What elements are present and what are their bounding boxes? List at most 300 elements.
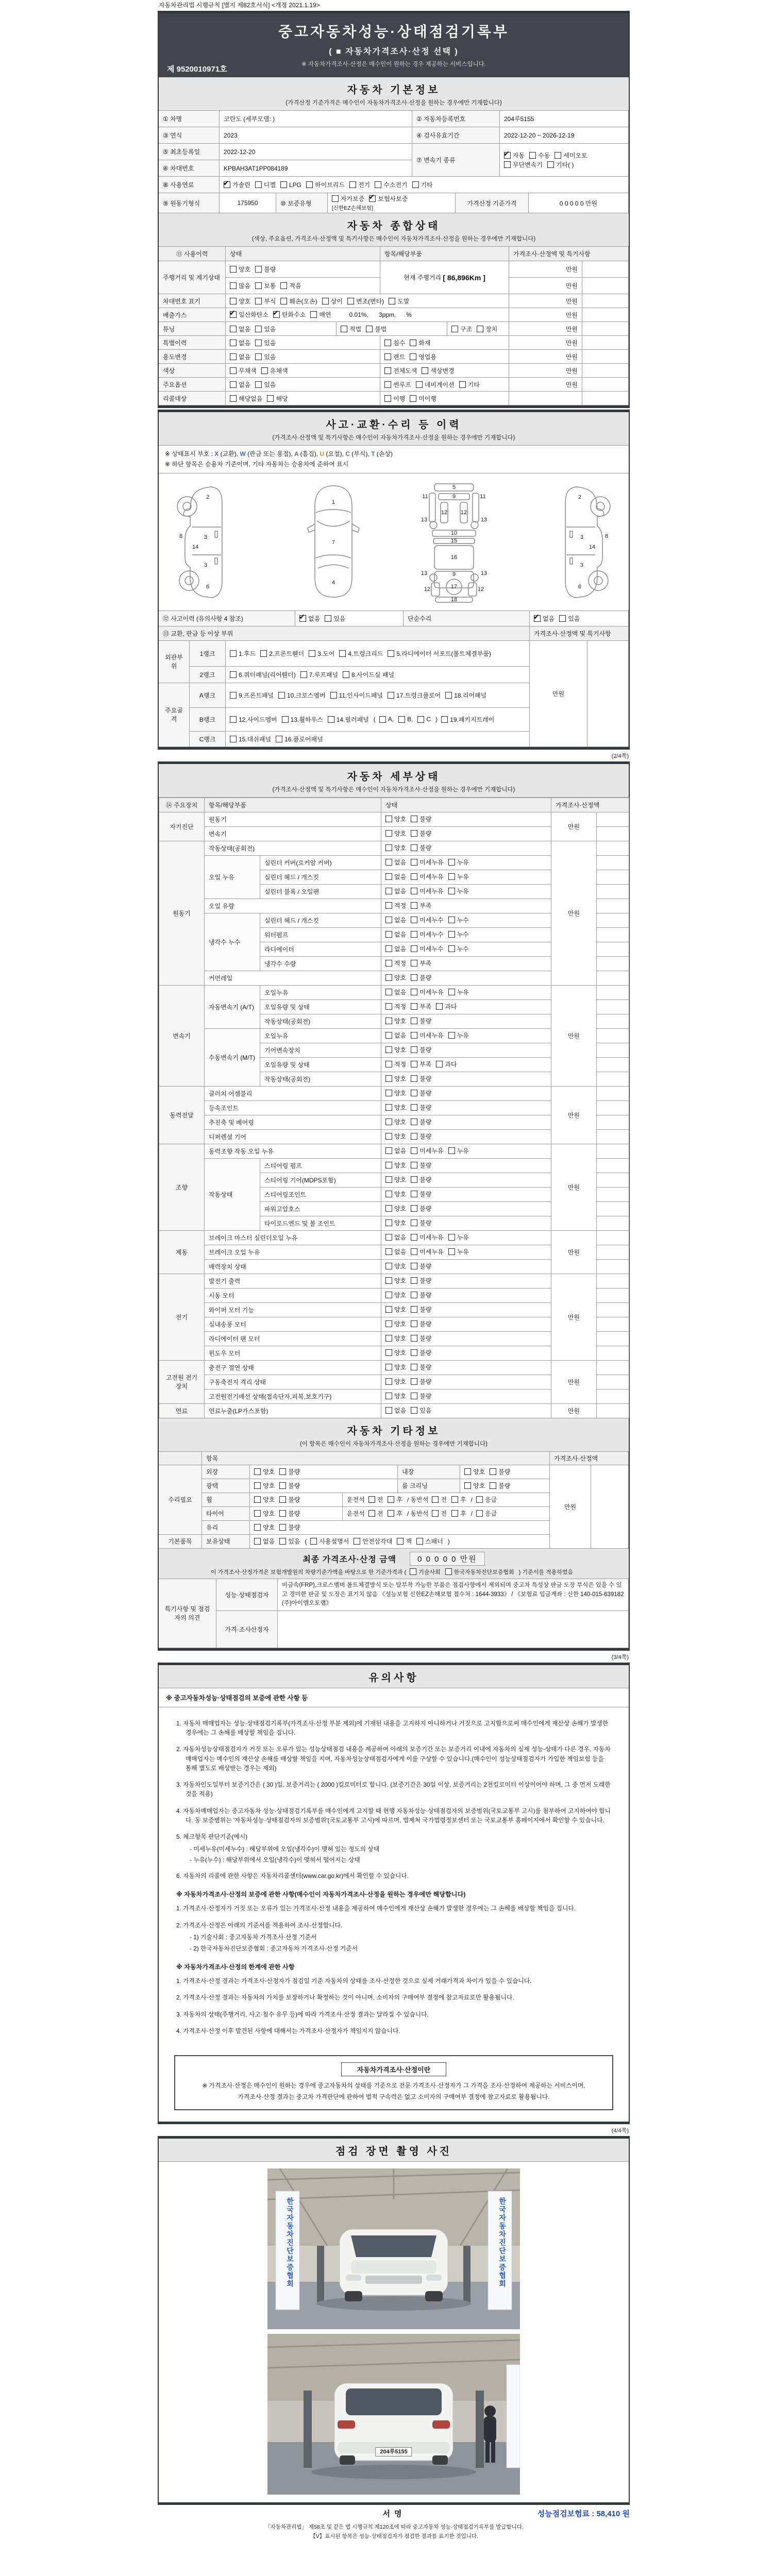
checkbox-전[interactable] bbox=[432, 1495, 447, 1504]
checkbox-불량[interactable] bbox=[411, 1334, 431, 1343]
checkbox-미세누유[interactable] bbox=[411, 988, 443, 996]
checkbox-양호[interactable] bbox=[385, 1276, 406, 1285]
checkbox-양호[interactable] bbox=[385, 843, 406, 852]
checkbox-양호[interactable] bbox=[464, 1481, 485, 1490]
checkbox-불량[interactable] bbox=[279, 1481, 300, 1490]
checkbox-후[interactable] bbox=[451, 1509, 466, 1518]
checkbox-있음[interactable] bbox=[255, 352, 276, 361]
checkbox-불량[interactable] bbox=[411, 1319, 431, 1328]
checkbox-없음[interactable] bbox=[385, 1031, 406, 1040]
checkbox-디젤[interactable] bbox=[255, 180, 276, 189]
checkbox-미세누수[interactable] bbox=[411, 930, 443, 939]
left-rows bbox=[159, 144, 412, 177]
state-options bbox=[381, 1230, 551, 1245]
checkbox-해당없음[interactable] bbox=[230, 394, 262, 403]
checkbox-없음[interactable] bbox=[254, 1537, 275, 1546]
checkbox-label: 전 bbox=[441, 1510, 447, 1518]
wheel-detail bbox=[343, 1493, 550, 1507]
checkbox-불량[interactable] bbox=[279, 1495, 300, 1504]
checkbox-7.루프패널[interactable] bbox=[300, 670, 338, 679]
checkbox-누유[interactable] bbox=[448, 858, 469, 867]
checkbox-없음[interactable] bbox=[385, 1406, 406, 1415]
checkbox-12.사이드멤버[interactable] bbox=[230, 715, 277, 724]
checkbox-없음[interactable] bbox=[230, 325, 250, 333]
group-label: 기본품목 bbox=[159, 1535, 202, 1549]
checkbox-양호[interactable] bbox=[385, 1016, 406, 1025]
note-cell bbox=[582, 308, 629, 322]
checkbox-불량[interactable] bbox=[411, 1218, 431, 1227]
checkbox-상이[interactable] bbox=[322, 297, 343, 306]
checkbox-불량[interactable] bbox=[411, 1132, 431, 1141]
panel-number-6: 6 bbox=[206, 583, 210, 590]
checkbox-누유[interactable] bbox=[448, 887, 469, 895]
checkbox-없음[interactable] bbox=[230, 338, 250, 347]
checkbox-양호[interactable] bbox=[385, 1305, 406, 1314]
checkbox-양호[interactable] bbox=[385, 1377, 406, 1386]
state-options bbox=[381, 1086, 551, 1100]
checkbox-스패너[interactable] bbox=[416, 1537, 443, 1546]
checkbox-2.프론트휀더[interactable] bbox=[260, 649, 304, 658]
checkbox-있음[interactable] bbox=[255, 325, 276, 333]
item-label: 작동상태(공회전) bbox=[205, 841, 381, 855]
checkbox-있음[interactable] bbox=[411, 1406, 431, 1415]
checkbox-미세누수[interactable] bbox=[411, 916, 443, 924]
checkbox-불량[interactable] bbox=[255, 265, 276, 274]
text: 운전석 bbox=[347, 1510, 365, 1518]
checkbox-가솔린[interactable] bbox=[224, 180, 250, 189]
note-cell bbox=[582, 278, 629, 294]
checkbox-없음[interactable] bbox=[385, 1233, 406, 1242]
checkbox-안전삼각대[interactable] bbox=[354, 1537, 392, 1546]
checkbox-5.라디에이터 서포트(볼트체결부품)[interactable] bbox=[388, 649, 491, 658]
checkbox-label: 미세누유 bbox=[419, 873, 444, 881]
panel-number-12: 12 bbox=[424, 586, 431, 592]
checkbox-미이행[interactable] bbox=[410, 394, 436, 403]
note-cell bbox=[597, 985, 629, 999]
notice-box-line: 가격조사·산정 결과는 중고차 가격판단에 관하여 법적 구속력은 없고 소비자의 구매여부 결정에 참고자료로 활용됩니다. bbox=[238, 2093, 550, 2100]
checkbox-수소전기[interactable] bbox=[375, 180, 407, 189]
checkbox-있음[interactable] bbox=[255, 338, 276, 347]
checkbox-15.대쉬패널[interactable] bbox=[230, 735, 271, 743]
checkbox-전[interactable] bbox=[432, 1509, 447, 1518]
checkbox-label: 기타 bbox=[421, 181, 433, 189]
checkbox-없음[interactable] bbox=[385, 1247, 406, 1256]
checkbox-box bbox=[411, 989, 417, 995]
checkbox-불량[interactable] bbox=[411, 815, 431, 823]
checkbox-불량[interactable] bbox=[411, 843, 431, 852]
checkbox-전체도색[interactable] bbox=[384, 366, 417, 375]
price-cell: 만원 bbox=[551, 985, 597, 1086]
checkbox-훼손(오손)[interactable] bbox=[280, 297, 317, 306]
checkbox-기타[interactable] bbox=[459, 380, 480, 389]
checkbox-label: 미세누수 bbox=[419, 931, 444, 939]
checkbox-label: 미세누수 bbox=[419, 945, 444, 953]
checkbox-양호[interactable] bbox=[385, 1117, 406, 1126]
checkbox-없음[interactable] bbox=[385, 916, 406, 924]
checkbox-장치[interactable] bbox=[477, 325, 497, 333]
checkbox-기술사회[interactable] bbox=[410, 1568, 441, 1576]
checkbox-없음[interactable] bbox=[385, 1146, 406, 1155]
checkbox-양호[interactable] bbox=[230, 297, 250, 306]
note-cell bbox=[597, 1187, 629, 1201]
checkbox-box bbox=[385, 830, 392, 837]
checkbox-보통[interactable] bbox=[255, 281, 276, 290]
checkbox-불량[interactable] bbox=[411, 1161, 431, 1170]
checkbox-양호[interactable] bbox=[254, 1467, 275, 1476]
legend-desc: (요철), bbox=[326, 450, 346, 457]
checkbox-없음[interactable] bbox=[385, 858, 406, 867]
checkbox-box bbox=[411, 1133, 417, 1140]
checkbox-양호[interactable] bbox=[385, 1074, 406, 1083]
checkbox-양호[interactable] bbox=[385, 1262, 406, 1270]
document-subtitle: ( ■ 자동차가격조사·산정 선택 ) bbox=[329, 47, 459, 56]
checkbox-해당[interactable] bbox=[267, 394, 288, 403]
checkbox-4.트렁크리드[interactable] bbox=[339, 649, 383, 658]
checkbox-box bbox=[347, 298, 354, 304]
checkbox-색상변경[interactable] bbox=[422, 366, 454, 375]
checkbox-양호[interactable] bbox=[385, 973, 406, 982]
checkbox-양호[interactable] bbox=[254, 1523, 275, 1532]
checkbox-13.휠하우스[interactable] bbox=[282, 715, 323, 724]
checkbox-label: 불량 bbox=[419, 1335, 432, 1343]
inspection-period-value: 2022-12-20 ~ 2026-12-19 bbox=[500, 127, 629, 144]
checkbox-불법[interactable] bbox=[366, 325, 386, 333]
checkbox-label: 양호 bbox=[394, 1075, 407, 1083]
checkbox-적정[interactable] bbox=[385, 901, 406, 910]
checkbox-label: 4.트렁크리드 bbox=[348, 650, 383, 657]
checkbox-box bbox=[385, 1133, 392, 1140]
checkbox-양호[interactable] bbox=[385, 815, 406, 823]
note-cell bbox=[597, 1173, 629, 1187]
checkbox-과다[interactable] bbox=[436, 1060, 457, 1069]
checkbox-기타[interactable] bbox=[412, 180, 433, 189]
checkbox-미세누유[interactable] bbox=[411, 1031, 443, 1040]
checkbox-전[interactable] bbox=[368, 1509, 383, 1518]
checkbox-box bbox=[411, 1205, 417, 1212]
checkbox-누유[interactable] bbox=[448, 1233, 469, 1242]
checkbox-양호[interactable] bbox=[385, 1319, 406, 1328]
checkbox-있음[interactable] bbox=[325, 614, 345, 623]
checkbox-양호[interactable] bbox=[385, 1348, 406, 1357]
checkbox-양호[interactable] bbox=[385, 1045, 406, 1054]
checkbox-불량[interactable] bbox=[279, 1509, 300, 1518]
checkbox-적정[interactable] bbox=[385, 959, 406, 968]
panel-number-3: 3 bbox=[580, 534, 584, 540]
checkbox-부족[interactable] bbox=[411, 959, 431, 968]
checkbox-1.후드[interactable] bbox=[230, 649, 256, 658]
checkbox-불량[interactable] bbox=[411, 1175, 431, 1184]
checkbox-양호[interactable] bbox=[385, 1291, 406, 1299]
panel-number-13: 13 bbox=[421, 570, 428, 577]
checkbox-불량[interactable] bbox=[411, 973, 431, 982]
checkbox-LPG[interactable] bbox=[280, 181, 301, 189]
state-options bbox=[381, 1360, 551, 1375]
checkbox-양호[interactable] bbox=[385, 1089, 406, 1097]
checkbox-양호[interactable] bbox=[385, 1204, 406, 1213]
checkbox-없음[interactable] bbox=[534, 614, 554, 623]
checkbox-보험사보증[interactable] bbox=[369, 194, 408, 203]
checkbox-없음[interactable] bbox=[385, 944, 406, 953]
checkbox-box bbox=[385, 1335, 392, 1342]
checkbox-있음[interactable] bbox=[559, 614, 580, 623]
checkbox-양호[interactable] bbox=[385, 1132, 406, 1141]
checkbox-B,[interactable] bbox=[398, 716, 413, 723]
checkbox-8.사이드실 패널[interactable] bbox=[343, 670, 394, 679]
checkbox-양호[interactable] bbox=[385, 1363, 406, 1371]
checkbox-11.인사이드패널[interactable] bbox=[330, 691, 383, 700]
checkbox-무단변속기[interactable] bbox=[504, 160, 543, 169]
checkbox-부족[interactable] bbox=[411, 901, 431, 910]
checkbox-box bbox=[255, 266, 262, 273]
checkbox-label: 누유 bbox=[457, 859, 469, 867]
checkbox-있음[interactable] bbox=[255, 380, 276, 389]
checkbox-하이브리드[interactable] bbox=[306, 180, 345, 189]
checkbox-전[interactable] bbox=[368, 1495, 383, 1504]
checkbox-미세누유[interactable] bbox=[411, 1233, 443, 1242]
checkbox-불량[interactable] bbox=[411, 1363, 431, 1371]
checkbox-양호[interactable] bbox=[385, 829, 406, 838]
checkbox-부족[interactable] bbox=[411, 1002, 431, 1011]
checkbox-유채색[interactable] bbox=[261, 366, 288, 375]
checkbox-후[interactable] bbox=[388, 1495, 402, 1504]
checkbox-label: 이행 bbox=[393, 395, 406, 402]
checkbox-label: 양호 bbox=[394, 830, 407, 838]
checkbox-box bbox=[385, 1234, 392, 1241]
checkbox-없음[interactable] bbox=[385, 887, 406, 895]
checkbox-세미오토[interactable] bbox=[554, 151, 587, 160]
notice-item: 5. 체크항목 판단기준(예시) bbox=[176, 1833, 248, 1841]
checkbox-불량[interactable] bbox=[411, 1190, 431, 1198]
checkbox-label: 누수 bbox=[457, 931, 469, 939]
checkbox-6.쿼터패널(리어휀더)[interactable] bbox=[230, 670, 296, 679]
checkbox-불량[interactable] bbox=[490, 1467, 510, 1476]
checkbox-누유[interactable] bbox=[448, 988, 469, 996]
checkbox-label: 누유 bbox=[457, 1248, 469, 1256]
checkbox-양호[interactable] bbox=[385, 1334, 406, 1343]
checkbox-불량[interactable] bbox=[411, 829, 431, 838]
checkbox-label: 양호 bbox=[394, 1349, 407, 1357]
state-options bbox=[381, 1331, 551, 1346]
checkbox-누유[interactable] bbox=[448, 1146, 469, 1155]
checkbox-미세누수[interactable] bbox=[411, 944, 443, 953]
checkbox-A,[interactable] bbox=[379, 716, 394, 723]
checkbox-label: 가솔린 bbox=[232, 181, 250, 189]
checkbox-양호[interactable] bbox=[230, 265, 250, 274]
checkbox-불량[interactable] bbox=[411, 1074, 431, 1083]
checkbox-19.패키지트레이[interactable] bbox=[441, 715, 494, 724]
checkbox-불량[interactable] bbox=[411, 1103, 431, 1112]
checkbox-10.크로스멤버[interactable] bbox=[278, 691, 326, 700]
checkbox-침수[interactable] bbox=[384, 338, 405, 347]
checkbox-기타( )[interactable] bbox=[547, 160, 574, 169]
checkbox-불량[interactable] bbox=[411, 1276, 431, 1285]
checkbox-16.플로어패널[interactable] bbox=[276, 735, 323, 743]
basic-info-table bbox=[159, 111, 629, 213]
checkbox-누유[interactable] bbox=[448, 1031, 469, 1040]
model-year-value: 2023 bbox=[220, 127, 412, 144]
checkbox-box bbox=[330, 692, 337, 699]
checkbox-잭[interactable] bbox=[397, 1537, 412, 1546]
checkbox-누수[interactable] bbox=[448, 930, 469, 939]
checkbox-box bbox=[385, 945, 392, 952]
checkbox-사용설명서[interactable] bbox=[310, 1537, 349, 1546]
checkbox-양호[interactable] bbox=[254, 1481, 275, 1490]
checkbox-미세누유[interactable] bbox=[411, 858, 443, 867]
checkbox-양호[interactable] bbox=[464, 1467, 485, 1476]
checkbox-불량[interactable] bbox=[411, 1392, 431, 1400]
checkbox-탄화수소[interactable] bbox=[273, 310, 306, 319]
checkbox-불량[interactable] bbox=[411, 1016, 431, 1025]
checkbox-불량[interactable] bbox=[490, 1481, 510, 1490]
item-label: 동력조향 작동 오일 누유 bbox=[205, 1144, 381, 1158]
checkbox-불량[interactable] bbox=[279, 1467, 300, 1476]
checkbox-box bbox=[411, 1061, 417, 1067]
checkbox-자가보증[interactable] bbox=[332, 194, 364, 203]
etc-band bbox=[159, 1418, 629, 1452]
checkbox-9.프론트패널[interactable] bbox=[230, 691, 274, 700]
checkbox-box bbox=[448, 888, 455, 894]
checkbox-부식[interactable] bbox=[255, 297, 276, 306]
panel-number-17: 17 bbox=[450, 583, 458, 590]
color-change bbox=[380, 364, 509, 378]
checkbox-미세누유[interactable] bbox=[411, 1146, 443, 1155]
checkbox-수동[interactable] bbox=[529, 151, 550, 160]
checkbox-누유[interactable] bbox=[448, 872, 469, 881]
checkbox-없음[interactable] bbox=[299, 614, 320, 623]
car-top-diagram bbox=[282, 480, 385, 603]
checkbox-영업용[interactable] bbox=[410, 352, 436, 361]
checkbox-14.필러패널[interactable] bbox=[328, 715, 369, 724]
checkbox-label: 없음 bbox=[239, 381, 251, 388]
checkbox-불량[interactable] bbox=[411, 1377, 431, 1386]
checkbox-자동[interactable] bbox=[504, 151, 525, 160]
checkbox-없음[interactable] bbox=[385, 872, 406, 881]
checkbox-불량[interactable] bbox=[411, 1291, 431, 1299]
checkbox-무채색[interactable] bbox=[230, 366, 257, 375]
checkbox-17.트렁크플로어[interactable] bbox=[388, 691, 441, 700]
checkbox-18.리어패널[interactable] bbox=[445, 691, 486, 700]
checkbox-box bbox=[385, 1320, 392, 1327]
checkbox-적정[interactable] bbox=[385, 1002, 406, 1011]
checkbox-미세누유[interactable] bbox=[411, 887, 443, 895]
device-label-전기: 전기 bbox=[159, 1274, 205, 1360]
checkbox-변조(변타)[interactable] bbox=[347, 297, 384, 306]
price-subrow bbox=[509, 278, 629, 294]
state-options bbox=[381, 1201, 551, 1216]
checkbox-적음[interactable] bbox=[280, 281, 301, 290]
checkbox-불량[interactable] bbox=[411, 1262, 431, 1270]
checkbox-네비게이션[interactable] bbox=[416, 380, 455, 389]
row-label: 휠 bbox=[202, 1493, 250, 1507]
checkbox-도말[interactable] bbox=[389, 297, 409, 306]
checkbox-미세누유[interactable] bbox=[411, 872, 443, 881]
field-label: ⑤ 최초등록일 bbox=[159, 144, 220, 160]
page-marker-4: (4/4쪽) bbox=[611, 2127, 629, 2134]
checkbox-누수[interactable] bbox=[448, 916, 469, 924]
checkbox-이행[interactable] bbox=[384, 394, 405, 403]
checkbox-있음[interactable] bbox=[279, 1537, 300, 1546]
checkbox-box bbox=[385, 1378, 392, 1385]
checkbox-box bbox=[339, 650, 346, 657]
checkbox-후[interactable] bbox=[388, 1509, 402, 1518]
checkbox-양호[interactable] bbox=[385, 1190, 406, 1198]
checkbox-label: 없음 bbox=[239, 339, 251, 347]
checkbox-label: 기술사회 bbox=[418, 1569, 441, 1575]
checkbox-없음[interactable] bbox=[230, 380, 250, 389]
row-label: 성능·상태점검자 bbox=[216, 1579, 278, 1611]
checkbox-구조[interactable] bbox=[451, 325, 472, 333]
checkbox-양호[interactable] bbox=[385, 1161, 406, 1170]
checkbox-양호[interactable] bbox=[385, 1103, 406, 1112]
checkbox-화재[interactable] bbox=[410, 338, 430, 347]
checkbox-없음[interactable] bbox=[385, 988, 406, 996]
checkbox-응급[interactable] bbox=[476, 1509, 497, 1518]
checkbox-label: 적음 bbox=[289, 282, 301, 290]
checkbox-box bbox=[254, 1524, 261, 1531]
checkbox-불량[interactable] bbox=[279, 1523, 300, 1532]
checkbox-누유[interactable] bbox=[448, 1247, 469, 1256]
checkbox-양호[interactable] bbox=[385, 1218, 406, 1227]
checkbox-box bbox=[299, 615, 306, 622]
checkbox-매연[interactable] bbox=[310, 310, 331, 319]
checkbox-썬루프[interactable] bbox=[384, 380, 411, 389]
detail-row bbox=[159, 985, 629, 999]
checkbox-불량[interactable] bbox=[411, 1089, 431, 1097]
checkbox-C[interactable] bbox=[417, 716, 431, 723]
rank-label: B랭크 bbox=[190, 708, 226, 732]
checkbox-과다[interactable] bbox=[436, 1002, 457, 1011]
exchange-left bbox=[159, 641, 530, 747]
checkbox-없음[interactable] bbox=[385, 930, 406, 939]
checkbox-양호[interactable] bbox=[254, 1495, 275, 1504]
checkbox-box bbox=[411, 1335, 417, 1342]
checkbox-적정[interactable] bbox=[385, 1060, 406, 1069]
checkbox-일산화탄소[interactable] bbox=[230, 310, 268, 319]
checkbox-전기[interactable] bbox=[349, 180, 370, 189]
checkbox-box bbox=[328, 716, 334, 723]
checkbox-없음[interactable] bbox=[230, 352, 250, 361]
checkbox-불량[interactable] bbox=[411, 1117, 431, 1126]
text: ) 기준서를 적용하였음 bbox=[518, 1569, 574, 1575]
checkbox-양호[interactable] bbox=[385, 1392, 406, 1400]
checkbox-3.도어[interactable] bbox=[309, 649, 334, 658]
checkbox-미세누유[interactable] bbox=[411, 1247, 443, 1256]
tuning-row bbox=[159, 322, 629, 336]
checkbox-불량[interactable] bbox=[411, 1045, 431, 1054]
checkbox-많음[interactable] bbox=[230, 281, 250, 290]
checkbox-양호[interactable] bbox=[254, 1509, 275, 1518]
checkbox-부족[interactable] bbox=[411, 1060, 431, 1069]
row-label: 룸 크리닝 bbox=[398, 1479, 460, 1493]
checkbox-한국자동차진단보증협회[interactable] bbox=[445, 1568, 514, 1576]
notice-item: 1. 가격조사·산정자가 거짓 또는 오류가 있는 가격조사·산정 내용을 제공하여 매수인에게 재산상 손해가 발생한 경우에는 그 손해를 배상할 책임을 집니다. bbox=[176, 1905, 576, 1912]
checkbox-응급[interactable] bbox=[476, 1495, 497, 1504]
checkbox-불량[interactable] bbox=[411, 1204, 431, 1213]
state-options bbox=[381, 826, 551, 841]
final-price-line bbox=[159, 1552, 629, 1566]
checkbox-label: 후 bbox=[396, 1496, 402, 1504]
checkbox-양호[interactable] bbox=[385, 1175, 406, 1184]
checkbox-불량[interactable] bbox=[411, 1305, 431, 1314]
checkbox-label: 미세누유 bbox=[419, 1147, 444, 1155]
checkbox-누수[interactable] bbox=[448, 944, 469, 953]
checkbox-불량[interactable] bbox=[411, 1348, 431, 1357]
checkbox-적법[interactable] bbox=[341, 325, 361, 333]
checkbox-후[interactable] bbox=[451, 1495, 466, 1504]
price-cell: 만원 bbox=[551, 812, 597, 841]
checkbox-렌트[interactable] bbox=[384, 352, 405, 361]
panel-number-2: 2 bbox=[578, 494, 582, 500]
